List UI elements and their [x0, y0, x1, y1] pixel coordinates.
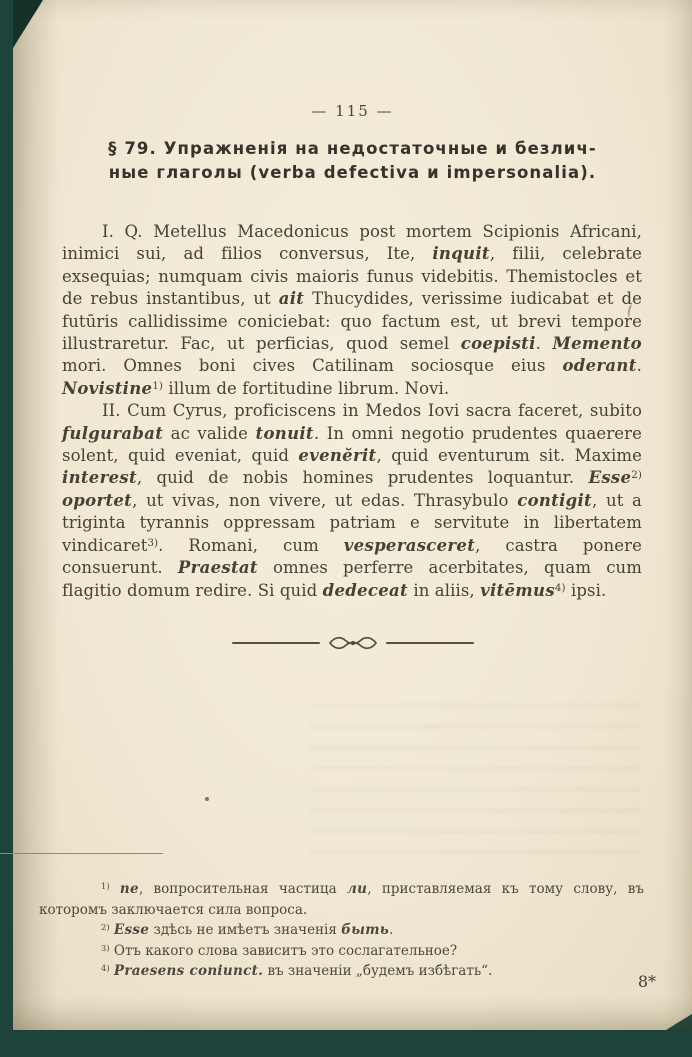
text-run: ac valide — [163, 423, 256, 443]
emphasized-word: ait — [278, 289, 305, 309]
emphasized-word: tonuit — [255, 423, 314, 443]
text-run: . In omni negotio prudentes quaerere solent, quid eveniat, quid — [62, 423, 643, 466]
page-corner-tear-bottom-right — [666, 1014, 692, 1030]
text-run: , ut a triginta tyrannis oppressam patriam e servitute in libertatem vindicaret — [62, 490, 642, 555]
emphasized-word: Praesens coniunct. — [113, 963, 264, 979]
footnote-3 — [39, 941, 644, 962]
text-run: здѣсь не имѣетъ значенія — [149, 922, 342, 938]
emphasized-word: ли — [346, 881, 368, 897]
footnote-separator-rule — [0, 853, 163, 854]
text-run: mori. Omnes boni cives Catilinam sociosque eius — [62, 356, 563, 376]
paper-speck — [205, 797, 209, 801]
text-run: II. Cum Cyrus, proficiscens in Medos Iovi sacra faceret, subito — [102, 401, 642, 421]
page-corner-tear-top-left — [13, 0, 43, 48]
text-run: . Romani, cum — [158, 535, 344, 555]
emphasized-word: fulgurabat — [62, 423, 164, 443]
emphasized-word: contigit — [517, 490, 592, 510]
text-run: , castra ponere consuerunt. — [62, 535, 642, 578]
book-page — [13, 0, 692, 1030]
text-run: , ut vivas, non vivere, ut edas. Thrasybulo — [132, 490, 518, 510]
emphasized-word: inquit — [432, 244, 490, 264]
footnote-marker: 2) — [101, 921, 110, 932]
footnote-2 — [39, 920, 644, 941]
text-run: , quid eventurum sit. Maxime — [376, 446, 643, 466]
divider-line-left — [232, 642, 320, 644]
emphasized-word: ne — [119, 881, 139, 897]
text-run: . — [389, 922, 394, 938]
footnote-marker: 1) — [152, 380, 164, 392]
footnote-marker: 2) — [631, 470, 642, 482]
exercise-paragraph-1 — [62, 221, 642, 400]
footnote-marker: 4) — [554, 582, 566, 594]
footnote-marker: 1) — [101, 880, 110, 891]
text-run: omnes perferre acerbitates, quam cum flagitio domum redire. Si quid — [62, 558, 643, 600]
text-run: , приставляемая къ тому слову, въ которомъ заключается сила вопроса. — [39, 881, 644, 918]
emphasized-word: Praestat — [177, 558, 258, 578]
divider-line-right — [386, 642, 474, 644]
text-run: ipsi. — [565, 580, 607, 600]
emphasized-word: interest — [62, 468, 137, 488]
signature-mark: 8* — [637, 972, 656, 991]
footnote-1 — [39, 879, 644, 920]
emphasized-word: vesperasceret — [343, 535, 476, 555]
emphasized-word: Novistine — [62, 378, 153, 398]
text-run: Отъ какого слова зависитъ это сослагательное? — [109, 942, 458, 959]
section-title-line-2: ные глаголы (verba defectiva и impersonalia). — [108, 163, 597, 182]
section-title-line-1: § 79. Упражненія на недостаточные и безлич- — [108, 139, 597, 158]
text-run: въ значеніи „будемъ избѣгать“. — [263, 963, 493, 979]
emphasized-word: быть — [341, 922, 390, 938]
emphasized-word: oderant — [562, 356, 637, 376]
emphasized-word: Memento — [552, 334, 642, 354]
footnote-4 — [39, 961, 644, 982]
emphasized-word: vitēmus — [480, 580, 555, 600]
section-divider — [232, 634, 474, 652]
text-run: , quid de nobis homines prudentes loquantur. — [136, 468, 589, 488]
text-run: , вопросительная частица — [138, 881, 347, 897]
footnote-marker: 4) — [101, 962, 110, 973]
text-run: , filii, celebrate exsequias; numquam civis maioris funus videbitis. Themistocles et de rebus instantibus, ut — [62, 244, 642, 309]
footnote-marker: 3) — [147, 537, 159, 549]
text-run: Thucydides, verissime iudicabat et de futūris callidissime coniciebat: quo factum est, ut brevi tempore illustraretur. Fac, ut perficias, quod semel — [62, 289, 642, 354]
text-run: in aliis, — [407, 580, 481, 600]
emphasized-word: Esse — [113, 922, 150, 938]
exercise-text — [13, 221, 692, 602]
text-run: I. Q. Metellus Macedonicus post mortem Scipionis Africani, inimici sui, ad filios conversus, Ite, — [62, 222, 642, 264]
footnotes — [39, 879, 644, 982]
emphasized-word: oportet — [62, 490, 133, 510]
emphasized-word: Esse — [588, 468, 632, 488]
text-run: . — [636, 356, 642, 376]
exercise-paragraph-2 — [62, 400, 642, 602]
bleed-through-texture — [310, 686, 640, 854]
emphasized-word: dedeceat — [322, 580, 408, 600]
page-number: — 115 — — [311, 102, 394, 120]
footnote-marker: 3) — [101, 942, 110, 953]
divider-ornament-icon — [329, 634, 377, 652]
section-title — [13, 137, 692, 185]
text-run: . — [535, 334, 553, 354]
emphasized-word: coepisti — [460, 334, 536, 354]
text-run: illum de fortitudine librum. Novi. — [163, 378, 450, 398]
emphasized-word: evenĕrit — [298, 446, 377, 466]
text-run — [110, 881, 120, 897]
